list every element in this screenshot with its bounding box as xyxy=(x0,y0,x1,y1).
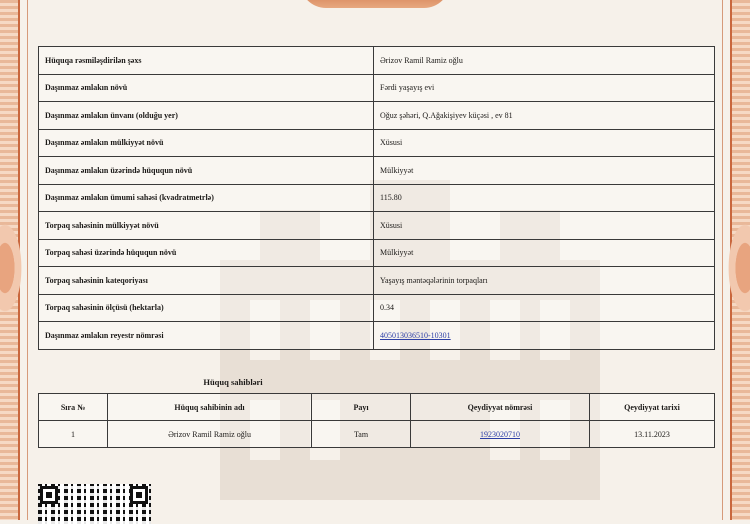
table-row xyxy=(39,267,715,295)
row-label: Daşınmaz əmlakın üzərində hüququn növü xyxy=(39,157,374,185)
table-row xyxy=(39,47,715,75)
table-row xyxy=(39,184,715,212)
table-row xyxy=(39,212,715,240)
ornament-right-icon xyxy=(726,218,750,318)
column-header: Hüquq sahibinin adı xyxy=(108,394,312,421)
owners-table xyxy=(38,393,715,448)
owner-registration-number-cell xyxy=(411,421,590,448)
top-seal-icon xyxy=(300,0,450,8)
row-label: Daşınmaz əmlakın ünvanı (olduğu yer) xyxy=(39,102,374,130)
border-line-left xyxy=(27,0,28,520)
qr-finder-icon xyxy=(40,486,58,504)
table-row xyxy=(39,421,715,448)
table-row xyxy=(39,322,715,350)
table-row xyxy=(39,239,715,267)
owner-registration-date: 13.11.2023 xyxy=(590,421,715,448)
owner-share: Tam xyxy=(312,421,411,448)
column-header: Qeydiyyat tarixi xyxy=(590,394,715,421)
owners-section-title: Hüquq sahibləri xyxy=(203,377,263,387)
row-label: Daşınmaz əmlakın növü xyxy=(39,74,374,102)
ornament-left-icon xyxy=(0,218,24,318)
row-label: Torpaq sahəsinin ölçüsü (hektarla) xyxy=(39,294,374,322)
row-value: Mülkiyyət xyxy=(374,239,715,267)
row-value xyxy=(374,322,715,350)
owner-name: Ərizov Ramil Ramiz oğlu xyxy=(108,421,312,448)
column-header: Qeydiyyat nömrəsi xyxy=(411,394,590,421)
property-details-table xyxy=(38,46,715,350)
row-value: 115.80 xyxy=(374,184,715,212)
row-value: Xüsusi xyxy=(374,212,715,240)
table-header-row xyxy=(39,394,715,421)
qr-code-icon xyxy=(38,484,151,524)
qr-finder-icon xyxy=(130,486,148,504)
owner-number: 1 xyxy=(39,421,108,448)
table-row xyxy=(39,102,715,130)
table-row xyxy=(39,294,715,322)
row-value: Xüsusi xyxy=(374,129,715,157)
row-value: Fərdi yaşayış evi xyxy=(374,74,715,102)
row-value: Oğuz şəhəri, Q.Ağakişiyev küçəsi , ev 81 xyxy=(374,102,715,130)
column-header: Payı xyxy=(312,394,411,421)
registration-number-link[interactable]: 1923020710 xyxy=(480,429,520,439)
row-label: Hüquqa rəsmiləşdirilən şəxs xyxy=(39,47,374,75)
row-label: Daşınmaz əmlakın ümumi sahəsi (kvadratmetrlə) xyxy=(39,184,374,212)
row-value: Ərizov Ramil Ramiz oğlu xyxy=(374,47,715,75)
table-row xyxy=(39,74,715,102)
row-label: Daşınmaz əmlakın mülkiyyət növü xyxy=(39,129,374,157)
row-label: Torpaq sahəsinin mülkiyyət növü xyxy=(39,212,374,240)
row-label: Daşınmaz əmlakın reyestr nömrəsi xyxy=(39,322,374,350)
registry-number-link[interactable]: 405013036510-10301 xyxy=(380,330,451,340)
row-value: Mülkiyyət xyxy=(374,157,715,185)
row-label: Torpaq sahəsinin kateqoriyası xyxy=(39,267,374,295)
row-label: Torpaq sahəsi üzərində hüququn növü xyxy=(39,239,374,267)
table-row xyxy=(39,129,715,157)
border-line-right xyxy=(722,0,723,520)
row-value: Yaşayış məntəqələrinin torpaqları xyxy=(374,267,715,295)
row-value: 0.34 xyxy=(374,294,715,322)
column-header: Sıra № xyxy=(39,394,108,421)
table-row xyxy=(39,157,715,185)
